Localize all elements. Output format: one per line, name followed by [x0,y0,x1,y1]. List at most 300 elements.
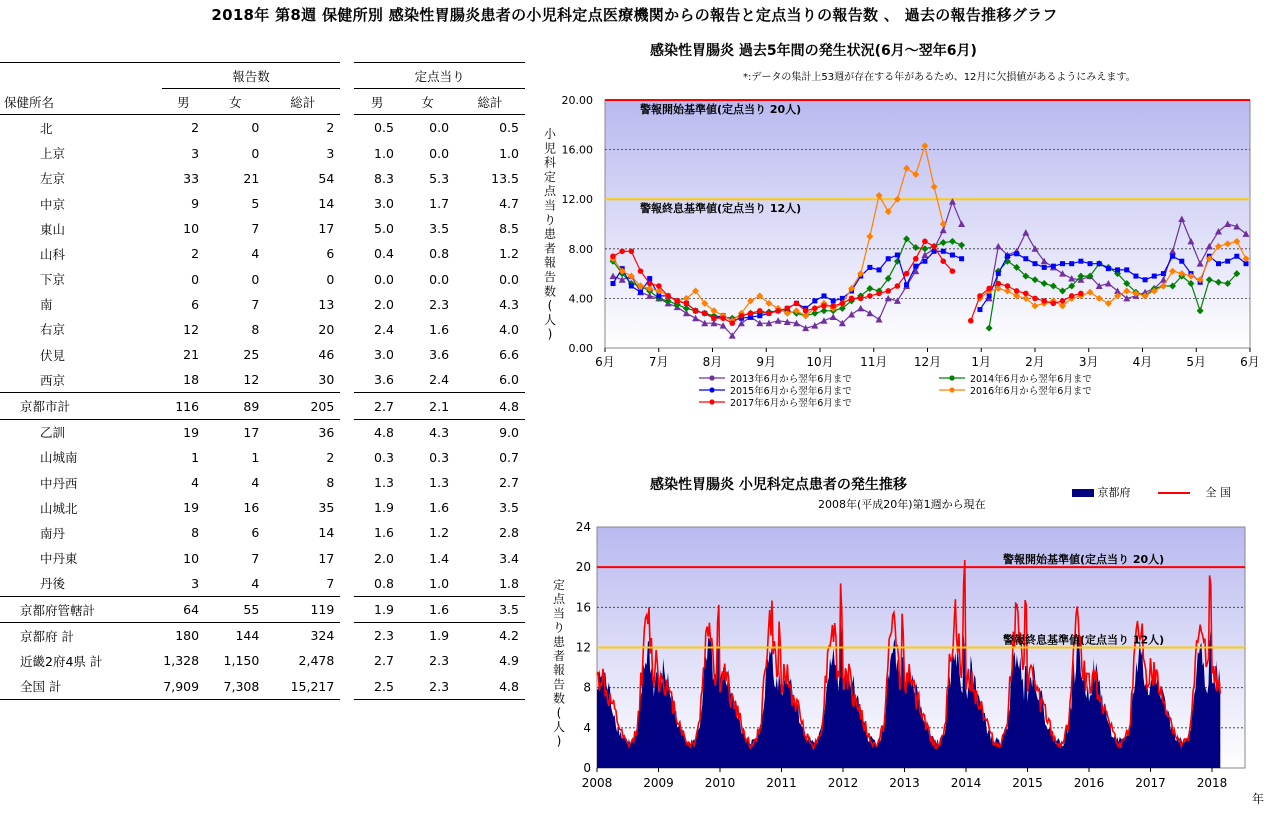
row-value: 2.4 [347,317,400,342]
row-value: 54 [318,170,335,186]
legend-swatch-kyoto [1072,489,1094,497]
row-value: 1 [251,449,260,465]
row-value: 21 [243,170,260,186]
column-header: 総計 [265,89,347,115]
chart1-ylabel-char: 者 [543,241,557,256]
row-value: 4.8 [455,674,525,700]
chart2-ylabel-char: り [552,620,566,635]
chart2-ytick-label: 20 [575,560,591,575]
row-value: 3.4 [499,550,519,566]
column-header: 男 [162,89,205,115]
row-value: 180 [162,623,205,649]
row-value: 6 [191,296,200,312]
table-row [0,317,525,342]
row-name: 西京 [40,372,66,388]
chart1-data-point [629,248,635,254]
row-name: 山科 [40,246,66,262]
row-value: 1.0 [499,145,519,161]
row-value: 2,478 [298,653,335,669]
row-value: 2.3 [429,653,450,669]
row-value: 324 [265,623,347,649]
row-value: 8 [191,525,200,541]
chart1-data-point [1115,267,1120,272]
chart1-ylabel-char: ) [547,327,553,342]
chart1-data-point [1088,261,1093,266]
chart1-xtick-label: 11月 [860,355,888,369]
chart1-ylabel-char: り [543,212,557,227]
row-value: 6.0 [499,372,519,388]
row-value: 21 [183,347,200,363]
row-value: 3 [191,575,200,591]
chart1-data-point [1042,265,1047,270]
chart1-data-point [803,308,809,314]
row-value: 2.4 [429,372,450,388]
row-value: 1,328 [163,653,200,669]
row-name: 東山 [40,221,66,237]
table-row [0,342,525,367]
table-group-header-row [0,63,525,89]
row-value: 4 [191,475,200,491]
table-row [0,520,525,545]
chart1-data-point [1005,283,1011,289]
chart1-xtick-label: 12月 [913,355,942,369]
column-header-name: 保健所名 [0,89,162,115]
chart1-data-point [665,293,671,299]
row-value: 116 [162,393,205,419]
chart1-ylabel-char: 点 [543,184,557,199]
chart2-xtick-label: 2009 [643,776,674,790]
chart1-data-point [1014,251,1019,256]
chart1-xtick-label: 6月 [595,355,615,369]
chart1-data-point [1033,261,1038,266]
chart1-data-point [1106,266,1111,271]
row-value: 46 [318,347,335,363]
row-name: 中丹東 [40,551,78,567]
row-value: 119 [265,596,347,622]
row-value: 2 [191,246,200,262]
chart2-ylabel-char: ( [556,705,562,720]
row-value: 0 [251,271,260,287]
chart1-ytick-label: 20.00 [561,94,593,107]
chart2-ylabel-char: 人 [552,720,566,734]
chart2-ytick-label: 4 [583,720,591,735]
row-value: 7 [326,575,335,591]
chart1-data-point [849,296,855,302]
row-name: 乙訓 [0,419,162,445]
row-value: 2.3 [347,623,400,649]
row-value: 4.9 [499,653,519,669]
chart1-xtick-label: 9月 [756,355,777,369]
row-value: 1 [191,449,200,465]
row-value: 7,909 [162,674,205,700]
chart1-data-point [1032,296,1038,302]
chart1-data-point [638,268,644,274]
chart1-ylabel-char: 人 [543,312,557,327]
row-value: 205 [265,393,347,419]
table-row [0,546,525,571]
chart1-data-point [1143,277,1148,282]
chart2-xtick-label: 2010 [704,776,736,790]
chart1-title: 感染性胃腸炎 過去5年間の発生状況(6月〜翌年6月) [650,43,977,59]
row-value: 1.0 [429,575,450,591]
table-row [0,292,525,317]
row-value: 4.7 [499,196,519,212]
chart1-data-point [656,283,662,289]
row-value: 8 [326,475,335,491]
chart1-data-point [867,293,873,299]
chart1-data-point [1014,288,1020,294]
row-value: 13 [318,296,335,312]
row-value: 0.7 [499,449,519,465]
table-row [0,141,525,166]
row-value: 144 [205,623,265,649]
chart1-data-point [968,318,974,324]
chart1-data-point [711,315,717,321]
row-value: 1.9 [347,495,400,520]
chart1-data-point [922,259,927,264]
row-value: 7 [251,550,260,566]
row-name: 右京 [40,322,66,338]
chart1-data-point [720,315,726,321]
chart1-data-point [1060,298,1066,304]
row-value: 1.8 [499,575,519,591]
row-value: 2.3 [429,296,450,312]
chart1-data-point [886,256,891,261]
chart2-subtitle: 2008年(平成20年)第1週から現在 [818,498,986,511]
chart1-data-point [1124,267,1129,272]
row-value: 1.6 [400,596,455,622]
chart2-ytick-label: 24 [575,520,591,534]
table-row [0,216,525,241]
row-value: 0.0 [347,267,400,292]
table-row [0,367,525,393]
chart1-legend-marker [949,387,954,392]
row-name: 左京 [40,171,66,187]
row-value: 1.9 [347,596,400,622]
chart1-xtick-label: 10月 [806,355,834,369]
chart1-data-point [986,286,992,292]
row-name: 山城南 [40,450,78,466]
table-row [0,191,525,216]
row-value: 1.6 [429,321,450,337]
chart1-data-point [913,264,918,269]
chart1-data-point [766,310,772,316]
chart1-ylabel-char: 報 [543,255,557,270]
legend-swatch-national [1158,492,1190,494]
table-row [0,393,525,419]
table-row [0,419,525,445]
chart2-xtick-label: 2013 [889,776,920,790]
chart2-ylabel-char: 点 [552,592,566,607]
row-value: 1,150 [223,653,260,669]
row-value: 6 [251,525,260,541]
row-value: 4.2 [455,623,525,649]
row-value: 6 [326,246,335,262]
row-value: 0.0 [429,271,450,287]
chart1-data-point [831,298,836,303]
page-title: 2018年 第8週 保健所別 感染性胃腸炎患者の小児科定点医療機関からの報告と定点当りの報告数 、 過去の報告推移グラフ [211,6,1058,24]
chart1-data-point [996,271,1001,276]
row-value: 2.7 [499,475,519,491]
row-name: 京都府管轄計 [0,596,162,622]
chart2-ylabel-char: 定 [552,578,566,592]
chart2-legend [1072,484,1231,500]
row-value: 3.5 [429,221,450,237]
chart2-xtick-label: 2016 [1073,776,1105,790]
row-value: 9.0 [455,419,525,445]
row-value: 4.3 [499,296,519,312]
chart1-data-point [739,313,745,319]
chart1-ytick-label: 4.00 [568,292,593,306]
row-value: 2.8 [499,525,519,541]
chart1-legend-marker [709,387,714,392]
chart1-data-point [785,306,791,312]
chart1-data-point [996,281,1002,287]
chart1-legend-label: 2016年6月から翌年6月まで [970,386,1092,397]
chart1-ytick-label: 8.00 [568,242,593,256]
chart2-xtick-label: 2011 [766,776,797,790]
row-value: 36 [265,419,347,445]
table-row [0,470,525,495]
chart1-xtick-label: 3月 [1078,355,1099,369]
chart1-ylabel-char: 当 [543,198,557,213]
report-table [0,62,525,700]
row-value: 35 [318,500,335,516]
chart1-data-point [977,307,982,312]
row-name: 上京 [40,146,66,162]
chart1-xtick-label: 4月 [1132,355,1153,369]
chart1-data-point [702,310,708,316]
legend-label-kyoto: 京都府 [1097,486,1131,499]
row-value: 19 [183,500,200,516]
row-value: 1.3 [429,475,450,491]
chart1-xtick-label: 6月 [1240,355,1260,369]
chart1-ytick-label: 12.00 [561,193,593,207]
chart2-reference-label: 警報終息基準値(定点当り 12人) [1003,633,1165,647]
chart1-xtick-label: 7月 [648,355,669,369]
row-value: 0.4 [347,241,400,266]
row-value: 2.3 [400,674,455,700]
row-value: 10 [183,550,200,566]
table-row [0,571,525,597]
chart2-ylabel-char: 数 [552,691,566,706]
chart1-data-point [775,308,781,314]
chart1-data-point [1234,254,1239,259]
chart1-svg [530,90,1265,420]
table-row [0,115,525,141]
row-value: 12 [183,321,200,337]
chart2-xtick-label: 2012 [827,776,859,790]
row-value: 0.0 [429,120,450,136]
chart1-data-point [748,310,754,316]
chart1-ylabel-char: 科 [543,155,557,170]
row-name: 中京 [40,196,66,212]
chart1-data-point [1051,264,1056,269]
chart2-xtick-label: 2015 [1012,776,1043,790]
row-value: 0.5 [347,115,400,141]
chart1-data-point [821,303,827,309]
chart1-data-point [858,296,864,302]
chart2-xtick-label: 2014 [950,776,982,790]
chart1-data-point [913,256,919,262]
chart1-reference-label: 警報終息基準値(定点当り 12人) [640,202,802,216]
row-value: 17 [205,419,265,445]
row-value: 9 [191,196,200,212]
chart1-xtick-label: 5月 [1186,355,1207,369]
chart1-ytick-label: 16.00 [561,143,593,157]
chart1-data-point [830,303,836,309]
chart1-data-point [1023,291,1029,297]
row-value: 15,217 [265,674,347,700]
chart1-data-point [610,253,616,259]
row-value: 1.6 [347,520,400,545]
row-value: 1.2 [429,525,450,541]
chart1-legend-marker [709,399,714,404]
row-value: 14 [318,525,335,541]
chart2-title: 感染性胃腸炎 小児科定点患者の発生推移 [650,477,907,493]
row-value: 12 [243,372,260,388]
row-value: 19 [162,419,205,445]
chart1-data-point [629,284,634,289]
chart1-data-point [895,283,901,289]
chart1-data-point [959,256,964,261]
chart1-data-point [1041,298,1047,304]
chart1-legend-marker [949,375,954,380]
row-name: 近畿2府4県 計 [20,653,103,669]
legend-label-national: 全 国 [1205,486,1231,499]
row-value: 1.3 [347,470,400,495]
chart1-data-point [840,301,846,307]
row-value: 4.0 [499,321,519,337]
chart2-reference-label: 警報開始基準値(定点当り 20人) [1003,553,1165,567]
chart1-data-point [822,293,827,298]
chart2-ytick-label: 12 [575,640,591,655]
column-header: 女 [400,89,455,115]
column-header: 女 [205,89,265,115]
chart1-ylabel-char: 小 [543,127,557,141]
row-value: 2.0 [347,546,400,571]
chart2-svg [545,515,1267,815]
chart1-data-point [1152,274,1157,279]
row-value: 2 [326,120,335,136]
chart1-data-point [1060,261,1065,266]
row-value: 33 [183,170,200,186]
row-value: 4 [251,575,260,591]
chart1-xtick-label: 2月 [1025,355,1045,369]
chart1-data-point [684,301,690,307]
chart1-legend-label: 2013年6月から翌年6月まで [730,374,852,385]
chart1-ylabel-char: 児 [543,141,557,156]
group-header-reports: 報告数 [162,63,348,89]
chart1-data-point [867,265,872,270]
table-row [0,596,525,622]
chart1-data-point [931,244,937,250]
chart1-data-point [647,281,653,287]
row-value: 4.8 [347,419,400,445]
chart2-xlabel: 年 [1251,792,1265,806]
chart1-data-point [812,298,817,303]
row-value: 2.7 [347,393,400,419]
chart1-data-point [1005,254,1010,259]
row-name: 丹後 [40,576,66,592]
row-value: 25 [243,347,260,363]
row-value: 7,308 [205,674,265,700]
row-value: 55 [205,596,265,622]
row-value: 3.5 [499,500,519,516]
row-value: 7 [251,296,260,312]
row-value: 5 [251,196,260,212]
chart1-data-point [1069,261,1074,266]
row-name: 山城北 [40,500,78,516]
row-value: 4.3 [400,419,455,445]
row-value: 0.3 [347,445,400,470]
row-value: 20 [318,321,335,337]
chart1-legend-label: 2017年6月から翌年6月まで [730,398,852,409]
chart1-data-point [812,306,818,312]
table-row [0,166,525,191]
row-value: 5.0 [347,216,400,241]
row-value: 5.3 [429,170,450,186]
row-value: 2.1 [400,393,455,419]
table-row [0,674,525,700]
chart1-ylabel-char: 定 [543,169,557,184]
row-value: 64 [162,596,205,622]
chart1-data-point [1097,261,1102,266]
row-value: 8.3 [347,166,400,191]
row-name: 南 [40,297,53,313]
chart1-data-point [1078,291,1084,297]
table-row [0,241,525,266]
chart1-data-point [885,288,891,294]
row-value: 1.6 [429,500,450,516]
table-row [0,623,525,649]
chart1-xtick-label: 1月 [971,355,992,369]
row-value: 3 [191,145,200,161]
row-value: 1.7 [429,196,450,212]
chart1-data-point [693,308,699,314]
row-value: 4.8 [455,393,525,419]
chart2-xtick-label: 2008 [581,776,613,790]
row-value: 13.5 [491,170,519,186]
chart1-data-point [674,298,680,304]
chart2-ylabel-char: 者 [552,649,566,663]
chart1-ylabel-char: 告 [543,270,557,284]
row-value: 2 [191,120,200,136]
row-value: 6.6 [499,347,519,363]
chart1-data-point [950,253,955,258]
row-name: 伏見 [40,347,66,363]
chart1-ylabel-char: 患 [543,227,557,242]
row-value: 18 [183,372,200,388]
chart1-data-point [1078,259,1083,264]
chart2-ytick-label: 16 [575,600,591,615]
chart1-data-point [1216,261,1221,266]
row-value: 16 [243,500,260,516]
chart1-data-point [757,308,763,314]
chart1-data-point [950,268,956,274]
row-value: 0.3 [429,449,450,465]
chart1-data-point [729,320,735,326]
row-value: 0.0 [499,271,519,287]
row-value: 2.5 [347,674,400,700]
chart1-data-point [904,282,909,287]
chart2-xtick-label: 2018 [1196,776,1228,790]
chart1-plot-area [605,100,1250,348]
chart2-ylabel-char: ) [556,734,562,749]
chart1-data-point [1161,271,1166,276]
table-row [0,267,525,292]
row-value: 17 [318,221,335,237]
